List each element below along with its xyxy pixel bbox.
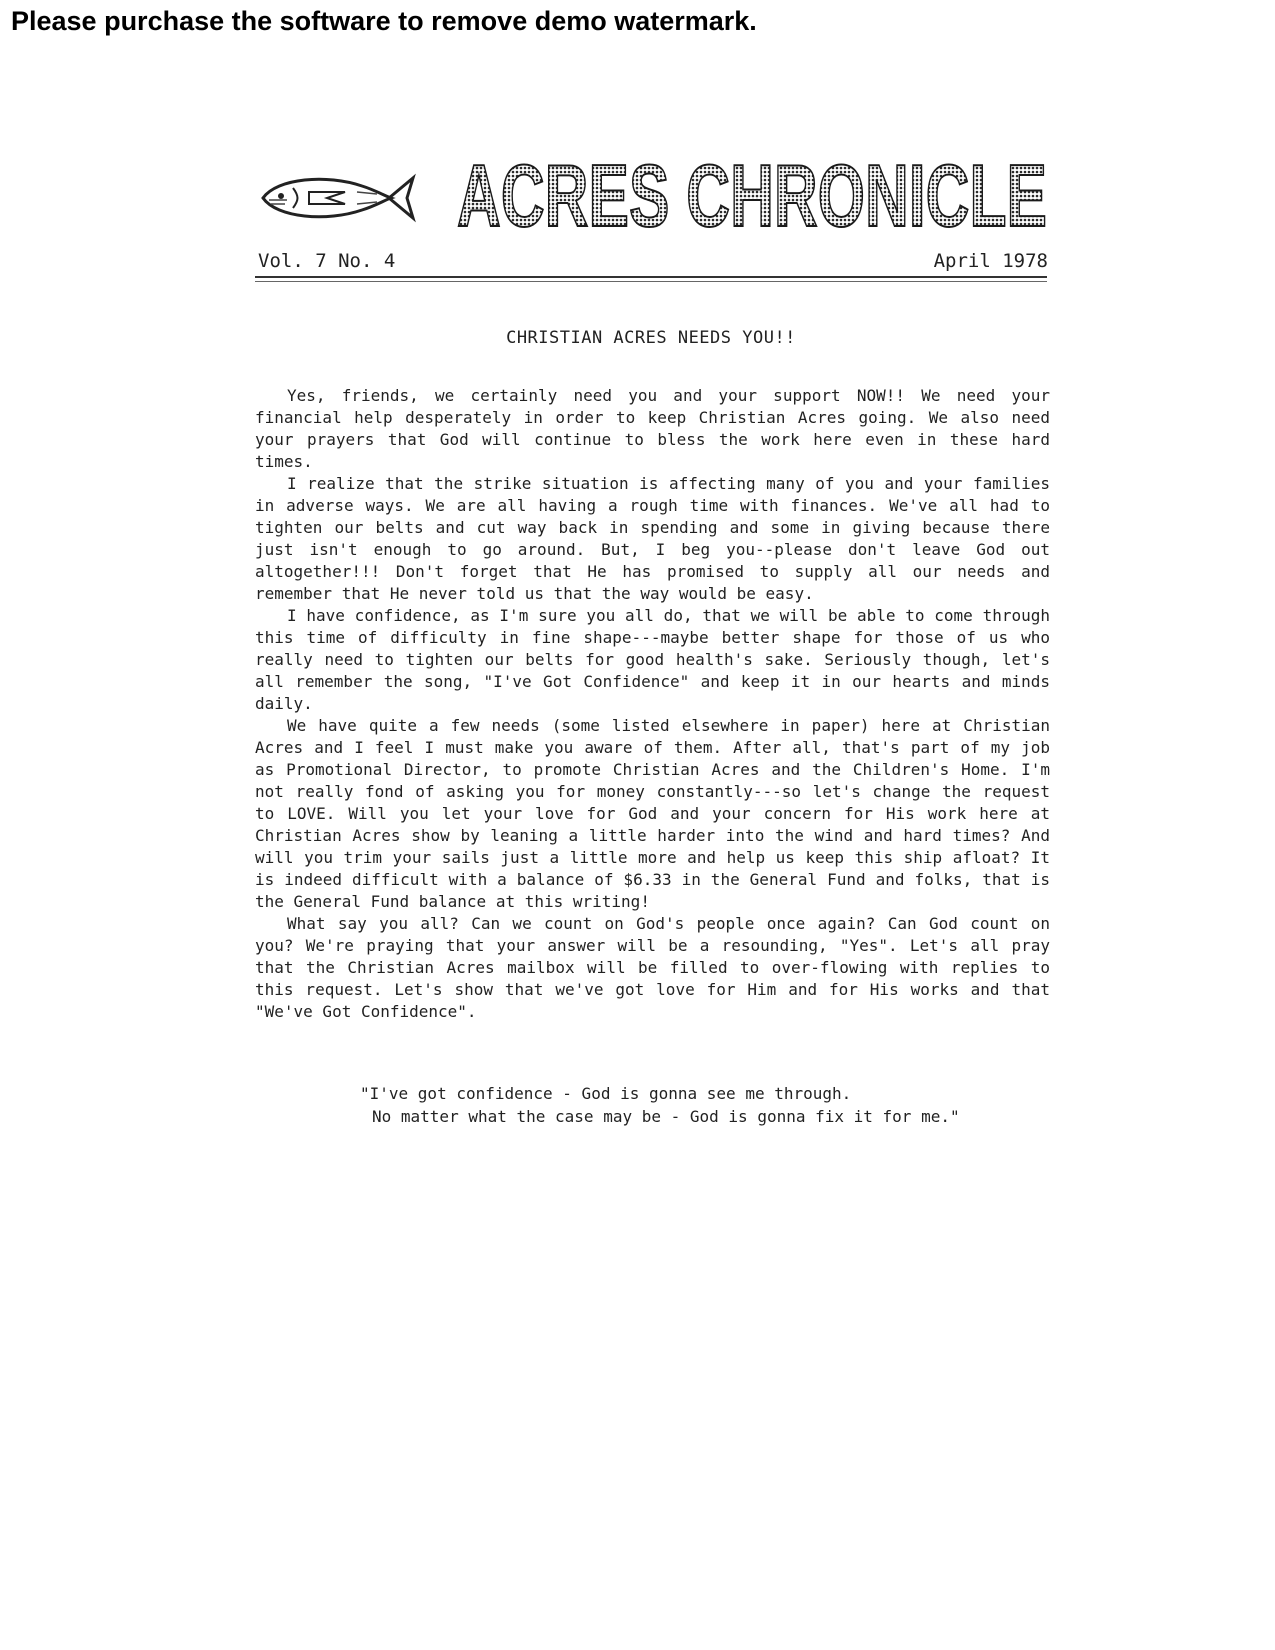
paragraph: What say you all? Can we count on God's people once again? Can God count on you? We're praying that your answer will be a resounding, "Yes". Let's all pray that the Christian Acres mailbox will be filled to over-flowing with replies to this request. Let's show that we've got love for Him and for His works and that "We've Got Confidence". [255, 914, 1050, 1021]
masthead-title [455, 146, 1050, 245]
masthead-divider-thin [255, 281, 1047, 282]
masthead [255, 146, 1050, 245]
paragraph: I have confidence, as I'm sure you all do, that we will be able to come through this time of difficulty in fine shape---maybe better shape for those of us who really need to tighten our belts for good health's sake. Seriously though, let's all remember the song, "I've Got Confidence" and keep it in our hearts and minds daily. [255, 606, 1050, 713]
paragraph: We have quite a few needs (some listed elsewhere in paper) here at Christian Acres and I feel I must make you aware of them. After all, that's part of my job as Promotional Director, to promote Christian Acres and the Children's Home. I'm not really fond of asking you for money constantly---so let's change the request to LOVE. Will you let your love for God and your concern for His work here at Christian Acres show by leaning a little harder into the wind and hard times? And will you trim your sails just a little more and help us keep this ship afloat? It is indeed difficult with a balance of $6.33 in the General Fund and folks, that is the General Fund balance at this writing! [255, 716, 1050, 911]
article-headline: CHRISTIAN ACRES NEEDS YOU!! [506, 328, 796, 348]
song-line: No matter what the case may be - God is gonna fix it for me." [372, 1107, 960, 1126]
song-line: "I've got confidence - God is gonna see me through. [360, 1084, 852, 1103]
song-quote [360, 1082, 960, 1128]
paragraph: I realize that the strike situation is affecting many of you and your families in adverse ways. We are all having a rough time with finances. We've all had to tighten our belts and cut way back in spending and some in giving because there just isn't enough to go around. But, I beg you--please don't leave God out altogether!!! Don't forget that He has promised to supply all our needs and remember that He never told us that the way would be easy. [255, 474, 1050, 603]
issue-date: April 1978 [933, 250, 1048, 272]
article-body [255, 385, 1050, 1023]
fish-icon [257, 170, 417, 226]
demo-watermark: Please purchase the software to remove demo watermark. [11, 6, 757, 36]
paragraph: Yes, friends, we certainly need you and your support NOW!! We need your financial help desperately in order to keep Christian Acres going. We also need your prayers that God will continue to bless the work here even in these hard times. [255, 386, 1050, 471]
volume-number: Vol. 7 No. 4 [258, 250, 396, 272]
masthead-divider [255, 276, 1047, 278]
masthead-title-text: ACRES CHRONICLE [457, 146, 1047, 245]
